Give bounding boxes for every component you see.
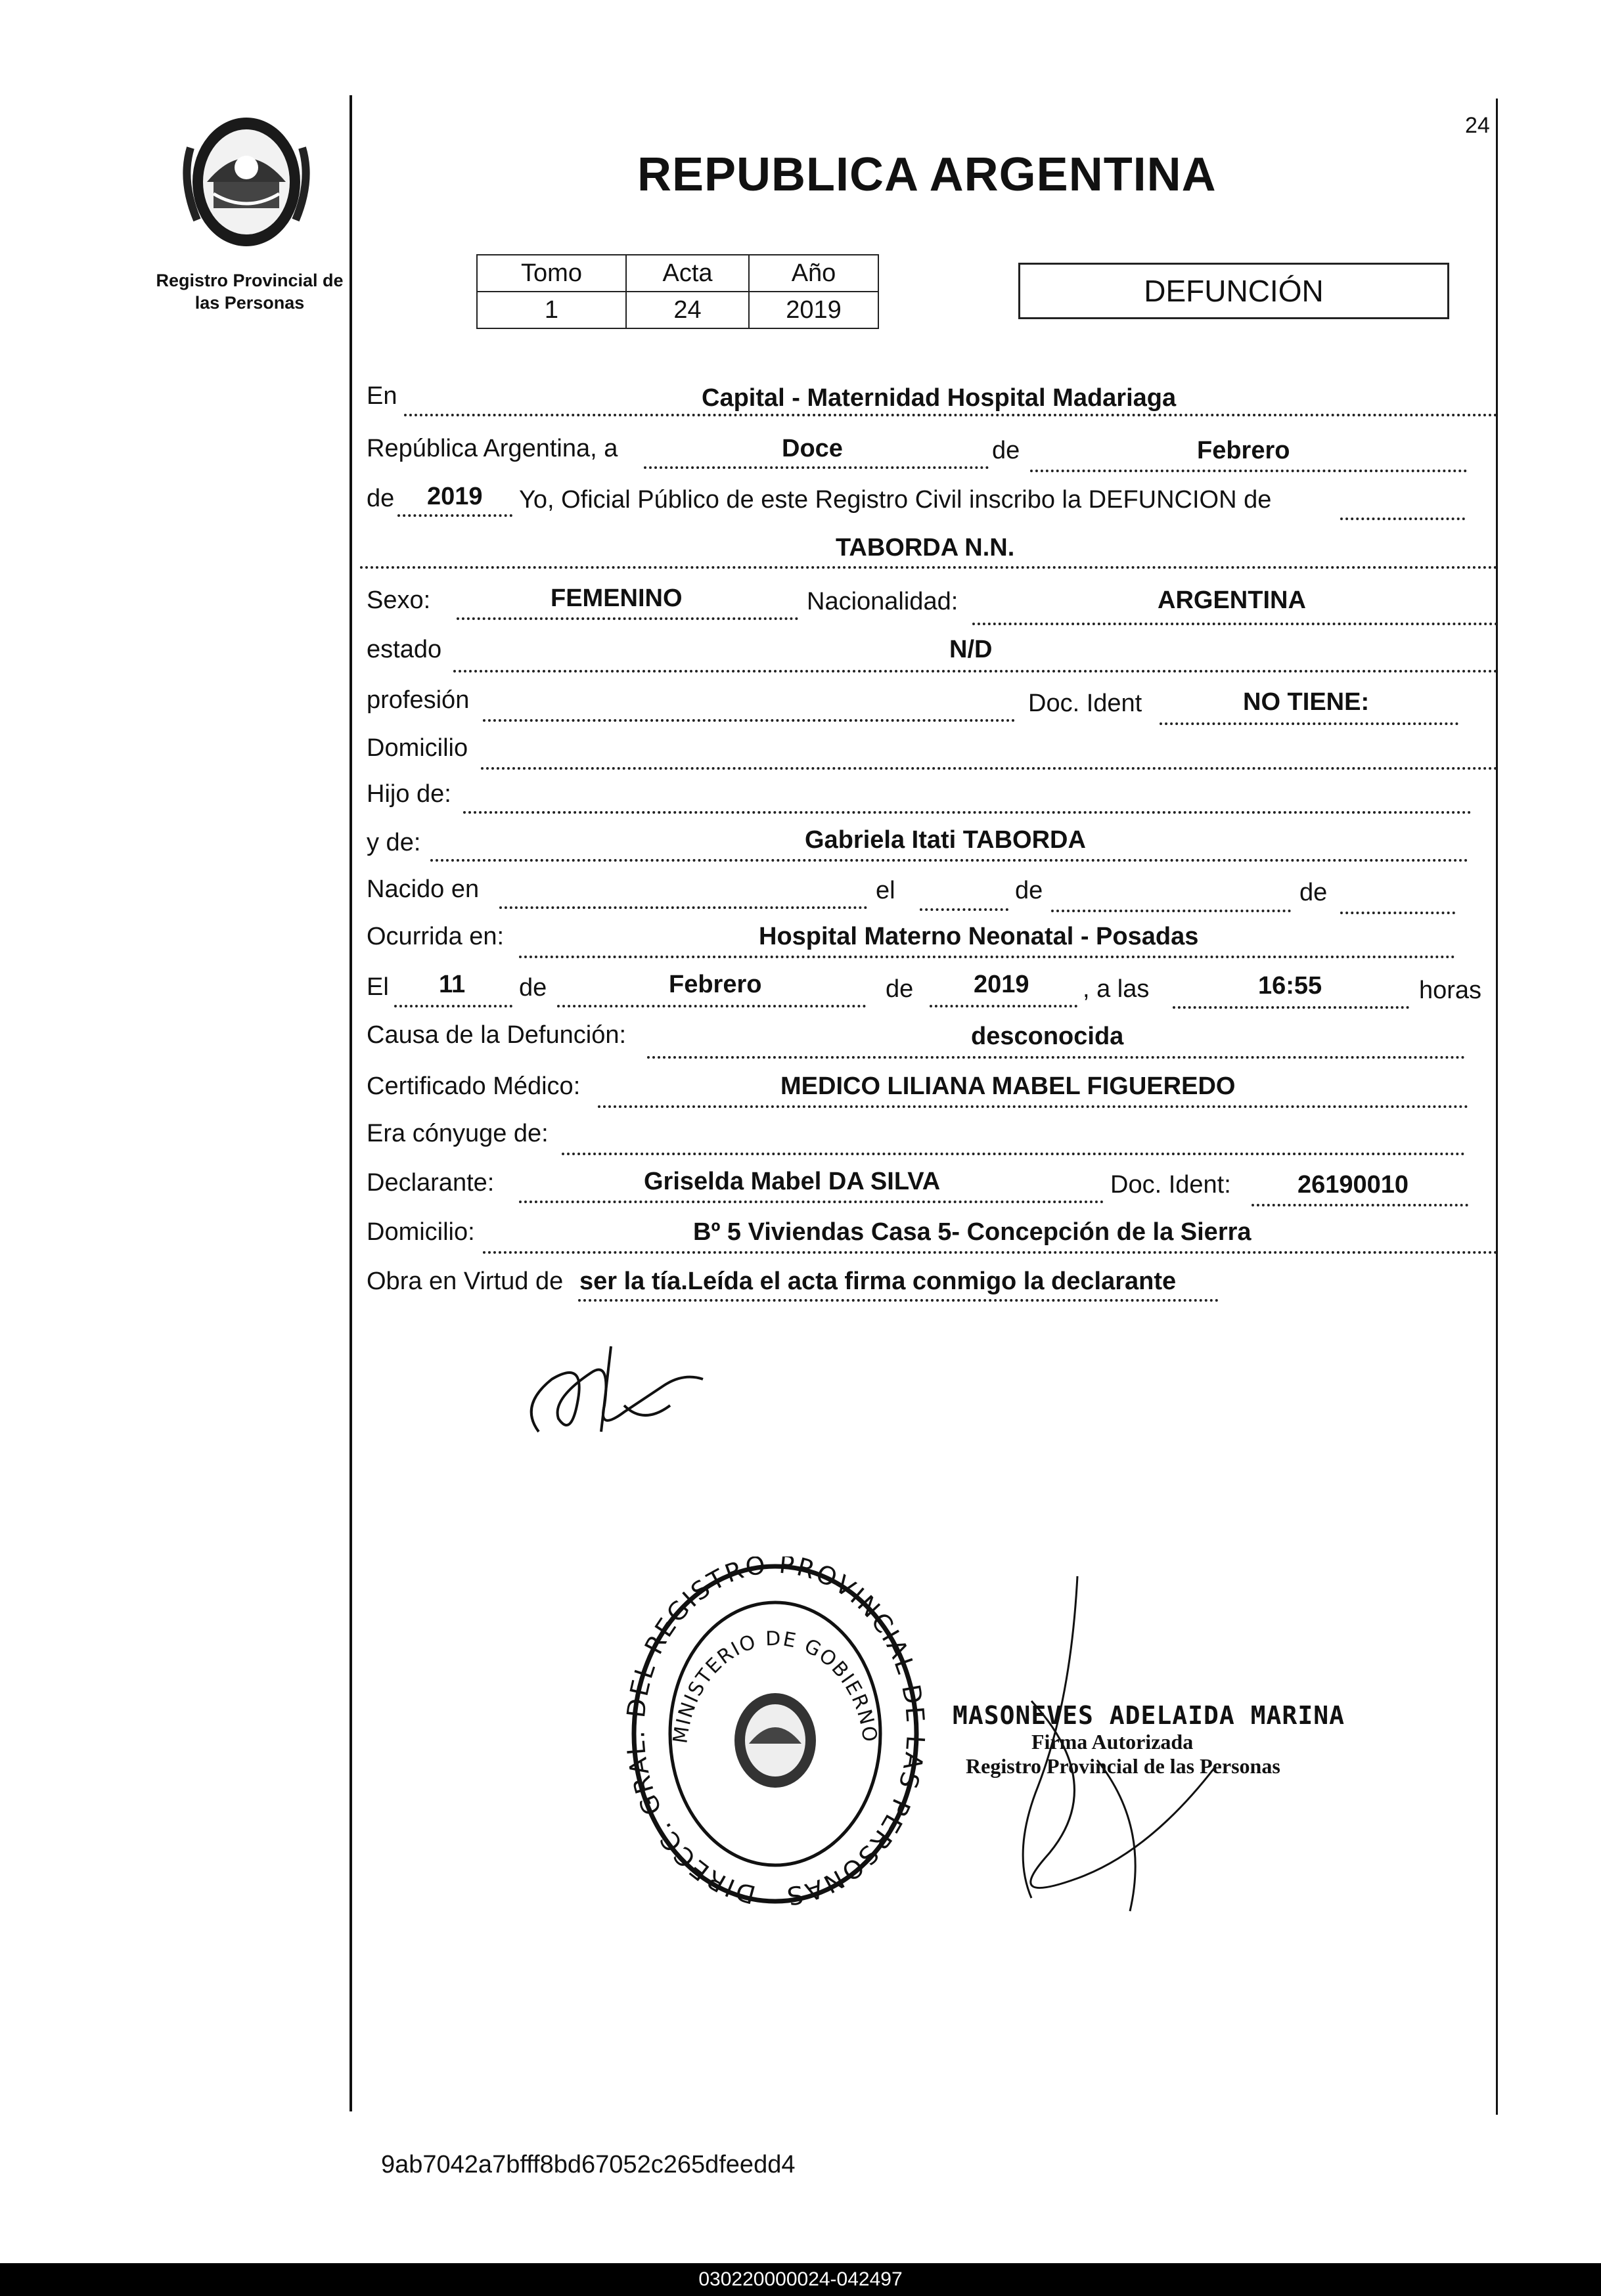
domicilio-2-dotted-line [483,1251,1498,1254]
certificado-label: Certificado Médico: [367,1072,581,1100]
seal-outer-text: DIRECC. GRAL DEL REGISTRO PROVINCIAL D AS PERSONAS [624,1556,926,1911]
declarante-dotted-line [519,1201,1104,1203]
deceased-name-value: TABORDA N.N. [836,534,1015,562]
conyuge-dotted-line [562,1153,1465,1155]
record-type-box: DEFUNCIÓN [1018,263,1449,319]
table-header-tomo: Tomo [477,255,626,292]
barcode-footer: 030220000024-042497 [0,2263,1601,2296]
name-dotted-line [360,566,1498,569]
en-dotted-line [404,414,1498,416]
death-day-dotted-line [394,1005,512,1007]
y-de-value: Gabriela Itati TABORDA [805,826,1086,854]
nacido-de-dotted-line-1 [1051,910,1291,912]
doc-ident-2-label: Doc. Ident: [1110,1171,1231,1199]
declarant-signature [512,1333,710,1455]
a-las-label: , a las [1083,975,1150,1003]
registry-organization-name [151,269,348,314]
death-year-value: 2019 [974,971,1029,998]
org-line-2: las Personas [194,293,305,313]
el-label: El [367,973,389,1001]
nacionalidad-label: Nacionalidad: [807,588,958,615]
y-de-label: y de: [367,829,421,856]
domicilio-label: Domicilio [367,734,468,762]
domicilio-dotted-line [481,767,1498,770]
nacionalidad-dotted-line [972,623,1498,625]
document-title: REPUBLICA ARGENTINA [637,148,1217,201]
nacido-el-label: el [876,877,895,904]
signer-role: Firma Autorizada [1031,1730,1194,1754]
nacido-de-dotted-line-2 [1340,912,1455,914]
signer-name: MASONEVES ADELAIDA MARINA [953,1701,1345,1730]
right-margin-line [1496,99,1498,2115]
table-header-ano: Año [749,255,878,292]
certificado-dotted-line [598,1105,1468,1108]
seal-inner-text: MINISTERIO DE GOBIERNO [669,1627,882,1745]
doc-ident-2-value: 26190010 [1297,1171,1409,1199]
profesion-label: profesión [367,686,470,714]
doc-ident-label: Doc. Ident [1028,690,1142,717]
obra-label: Obra en Virtud de [367,1268,564,1295]
table-value-ano: 2019 [749,292,878,328]
obra-dotted-line [578,1299,1219,1302]
declarante-value: Griselda Mabel DA SILVA [644,1168,941,1195]
nacido-en-dotted-line [499,906,867,909]
sexo-value: FEMENINO [551,585,683,612]
table-value-tomo: 1 [477,292,626,328]
table-header-acta: Acta [626,255,749,292]
province-coat-of-arms-logo [177,108,315,259]
death-year-dotted-line [930,1005,1077,1007]
death-month-dotted-line [557,1005,866,1007]
hijo-de-dotted-line [463,811,1472,814]
doc-ident-2-dotted-line [1251,1204,1468,1206]
obra-value: ser la tía.Leída el acta firma conmigo la declarante [579,1268,1177,1295]
table-value-acta: 24 [626,292,749,328]
nacionalidad-value: ARGENTINA [1158,586,1306,614]
domicilio-2-label: Domicilio: [367,1218,475,1246]
death-de-label-1: de [519,974,547,1002]
year-dotted-line [397,514,512,517]
domicilio-2-value: Bº 5 Viviendas Casa 5- Concepción de la Sierra [693,1218,1251,1246]
doc-ident-dotted-line [1160,722,1458,725]
de-label-2: de [367,485,395,512]
death-month-value: Febrero [669,971,762,998]
estado-label: estado [367,636,442,663]
death-de-label-2: de [886,975,914,1003]
sexo-dotted-line [457,617,798,620]
nacido-de-label-1: de [1015,877,1043,904]
horas-label: horas [1419,977,1482,1004]
sexo-label: Sexo: [367,586,431,614]
document-hash: 9ab7042a7bfff8bd67052c265dfeedd4 [381,2151,796,2178]
estado-value: N/D [949,636,993,663]
y-de-dotted-line [430,859,1468,862]
profesion-dotted-line [483,719,1015,722]
death-day-value: 11 [439,971,466,998]
en-label: En [367,382,397,410]
month-value: Febrero [1197,437,1290,464]
conyuge-label: Era cónyuge de: [367,1120,549,1147]
nacido-de-label-2: de [1299,879,1328,906]
ocurrida-en-value: Hospital Materno Neonatal - Posadas [759,923,1199,950]
certificado-value: MEDICO LILIANA MABEL FIGUEREDO [780,1072,1236,1100]
declarante-label: Declarante: [367,1169,495,1197]
causa-dotted-line [647,1056,1465,1059]
yo-statement: Yo, Oficial Público de este Registro Civil inscribo la DEFUNCION de [519,486,1272,514]
table-value-row [477,292,878,328]
official-seal [624,1556,926,1911]
defuncion-de-dotted-line [1340,518,1465,520]
de-label-1: de [992,437,1020,464]
day-dotted-line [644,466,989,469]
estado-dotted-line [453,670,1498,673]
doc-ident-value: NO TIENE: [1243,688,1370,716]
table-header-row [477,255,878,292]
page-number: 24 [1465,113,1490,138]
death-time-dotted-line [1173,1006,1409,1009]
left-margin-line [350,95,352,2111]
year-value: 2019 [427,483,483,510]
nacido-en-label: Nacido en [367,875,480,903]
org-line-1: Registro Provincial de [156,271,344,290]
hijo-de-label: Hijo de: [367,780,451,808]
en-value: Capital - Maternidad Hospital Madariaga [702,384,1177,412]
signer-organization: Registro Provincial de las Personas [966,1754,1280,1778]
ocurrida-en-label: Ocurrida en: [367,923,505,950]
causa-value: desconocida [971,1023,1124,1050]
death-time-value: 16:55 [1258,972,1322,1000]
nacido-el-dotted-line [920,908,1008,911]
tomo-acta-ano-table [476,254,879,329]
causa-label: Causa de la Defunción: [367,1021,627,1049]
month-dotted-line [1030,470,1467,472]
signature-block [953,1701,1345,1778]
ocurrida-en-dotted-line [519,956,1455,958]
republica-label: República Argentina, a [367,435,618,462]
day-value: Doce [782,435,843,462]
